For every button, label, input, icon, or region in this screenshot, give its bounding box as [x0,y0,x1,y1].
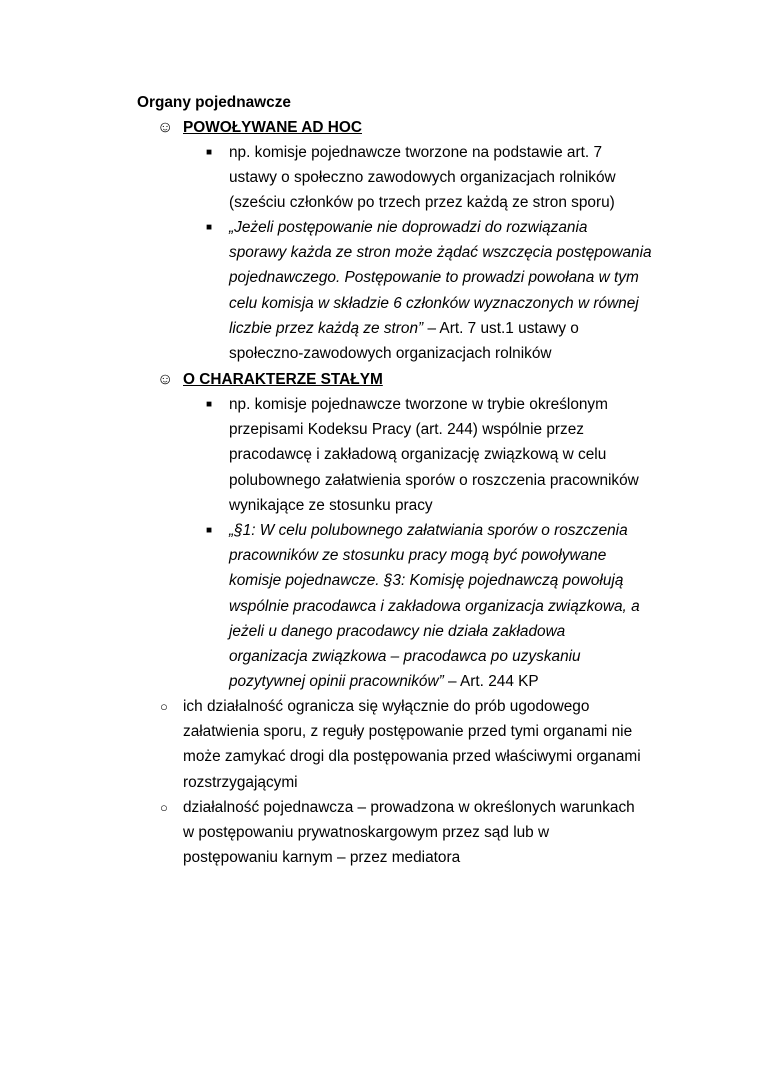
section-title: O CHARAKTERZE STAŁYM [183,371,383,388]
smiley-icon: ☺ [157,119,174,136]
bullet-text: np. komisje pojednawcze tworzone na podstawie art. 7 ustawy o społeczno zawodowych organizacjach rolników (sześciu członków po trzech przez każdą ze stron sporu) [229,144,616,212]
square-bullet-icon: ■ [206,399,213,410]
quote-text: „§1: W celu polubownego załatwiania sporów o roszczenia pracowników ze stosunku pracy mogą być powoływane komisje pojednawcze. §3: Komisję pojednawczą powołują wspólnie pracodawca i zakładowa organizacja związkowa, a jeżeli u danego pracodawcy nie działa zakładowa organizacja związkowa – pracodawca po uzyskaniu pozytywnej opinii pracowników” – Art. 244 KP [229,522,640,691]
bullet-text: ich działalność ogranicza się wyłącznie do prób ugodowego załatwienia sporu, z reguły postępowanie przed tymi organami nie może zamykać drogi dla postępowania przed właściwymi organami rozstrzygającymi [183,698,641,791]
square-bullet-icon: ■ [206,222,213,233]
square-bullet-icon: ■ [206,147,213,158]
circle-bullet-icon: ○ [160,699,168,714]
bullet-text: działalność pojednawcza – prowadzona w określonych warunkach w postępowaniu prywatnoskargowym przez sąd lub w postępowaniu karnym – przez mediatora [183,799,635,867]
quote-text: „Jeżeli postępowanie nie doprowadzi do rozwiązania sporawy każda ze stron może żądać wszczęcia postępowania pojednawczego. Postępowanie to prowadzi powołana w tym celu komisja w składzie 6 członków wyznaczonych w równej liczbie przez każdą ze stron” – Art. 7 ust.1 ustawy o społeczno-zawodowych organizacjach rolników [229,219,652,363]
section-title: POWOŁYWANE AD HOC [183,119,362,136]
page-title: Organy pojednawcze [137,94,291,111]
bullet-text: np. komisje pojednawcze tworzone w trybie określonym przepisami Kodeksu Pracy (art. 244) wspólnie przez pracodawcę i zakładową organizację związkową w celu polubownego załatwienia sporów o roszczenia pracowników wynikające ze stosunku pracy [229,396,639,514]
circle-bullet-icon: ○ [160,800,168,815]
smiley-icon: ☺ [157,371,174,388]
square-bullet-icon: ■ [206,525,213,536]
